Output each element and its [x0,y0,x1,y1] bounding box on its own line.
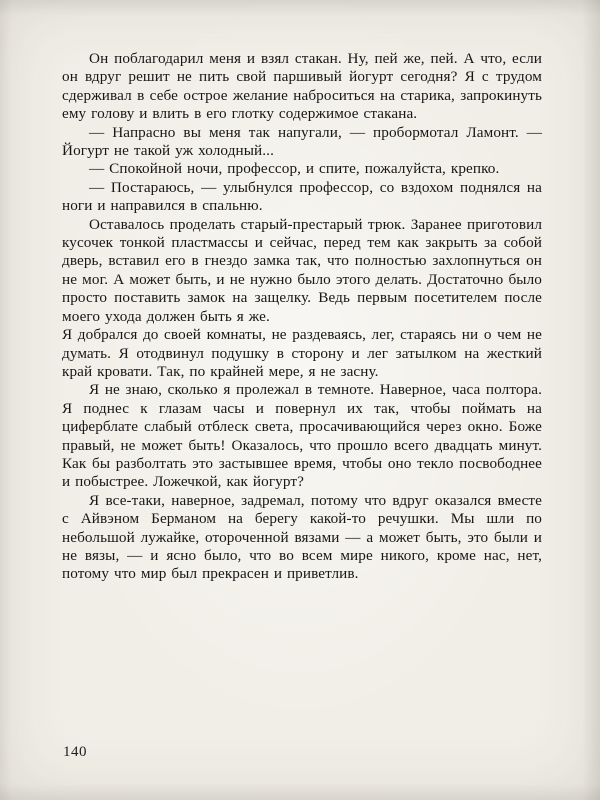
paragraph-dialogue: — Постараюсь, — улыбнулся профессор, со вздохом поднялся на ноги и направился в спальню. [62,178,542,215]
paragraph-dialogue: — Напрасно вы меня так напугали, — пробормотал Ламонт. — Йогурт не такой уж холодный... [62,123,542,160]
paragraph: Оставалось проделать старый-престарый трюк. Заранее приготовил кусочек тонкой пластмассы и сейчас, перед тем как закрыть за собой дверь, вставил его в гнездо замка так, что полностью захлопнуться он не мог. А может быть, и не нужно было этого делать. Достаточно было просто поставить замок на защелку. Ведь первым посетителем после моего ухода должен быть я же. [62,215,542,325]
paragraph: Я все-таки, наверное, задремал, потому что вдруг оказался вместе с Айвэном Берманом на берегу какой-то речушки. Мы шли по небольшой лужайке, отороченной вязами — а может быть, это были и не вязы, — и ясно было, что во всем мире никого, кроме нас, нет, потому что мир был прекрасен и приветлив. [62,491,542,583]
paragraph: Я не знаю, сколько я пролежал в темноте. Наверное, часа полтора. Я поднес к глазам часы и повернул их так, чтобы поймать на циферблате слабый отблеск света, просачивающийся через окно. Боже правый, не может быть! Оказалось, что прошло всего двадцать минут. Как бы разболтать это застывшее время, чтобы оно текло посвободнее и побыстрее. Ложечкой, как йогурт? [62,381,542,491]
page-text-block [62,50,542,584]
paragraph: Я добрался до своей комнаты, не раздеваясь, лег, стараясь ни о чем не думать. Я отодвинул подушку в сторону и лег затылком на жесткий край кровати. Так, по крайней мере, я не засну. [62,326,542,380]
paragraph: Он поблагодарил меня и взял стакан. Ну, пей же, пей. А что, если он вдруг решит не пить свой паршивый йогурт сегодня? Я с трудом сдерживал в себе острое желание наброситься на старика, запрокинуть ему голову и влить в его глотку содержимое стакана. [62,50,542,123]
page-number: 140 [63,744,87,760]
paragraph-dialogue: — Спокойной ночи, профессор, и спите, пожалуйста, крепко. [89,160,500,178]
